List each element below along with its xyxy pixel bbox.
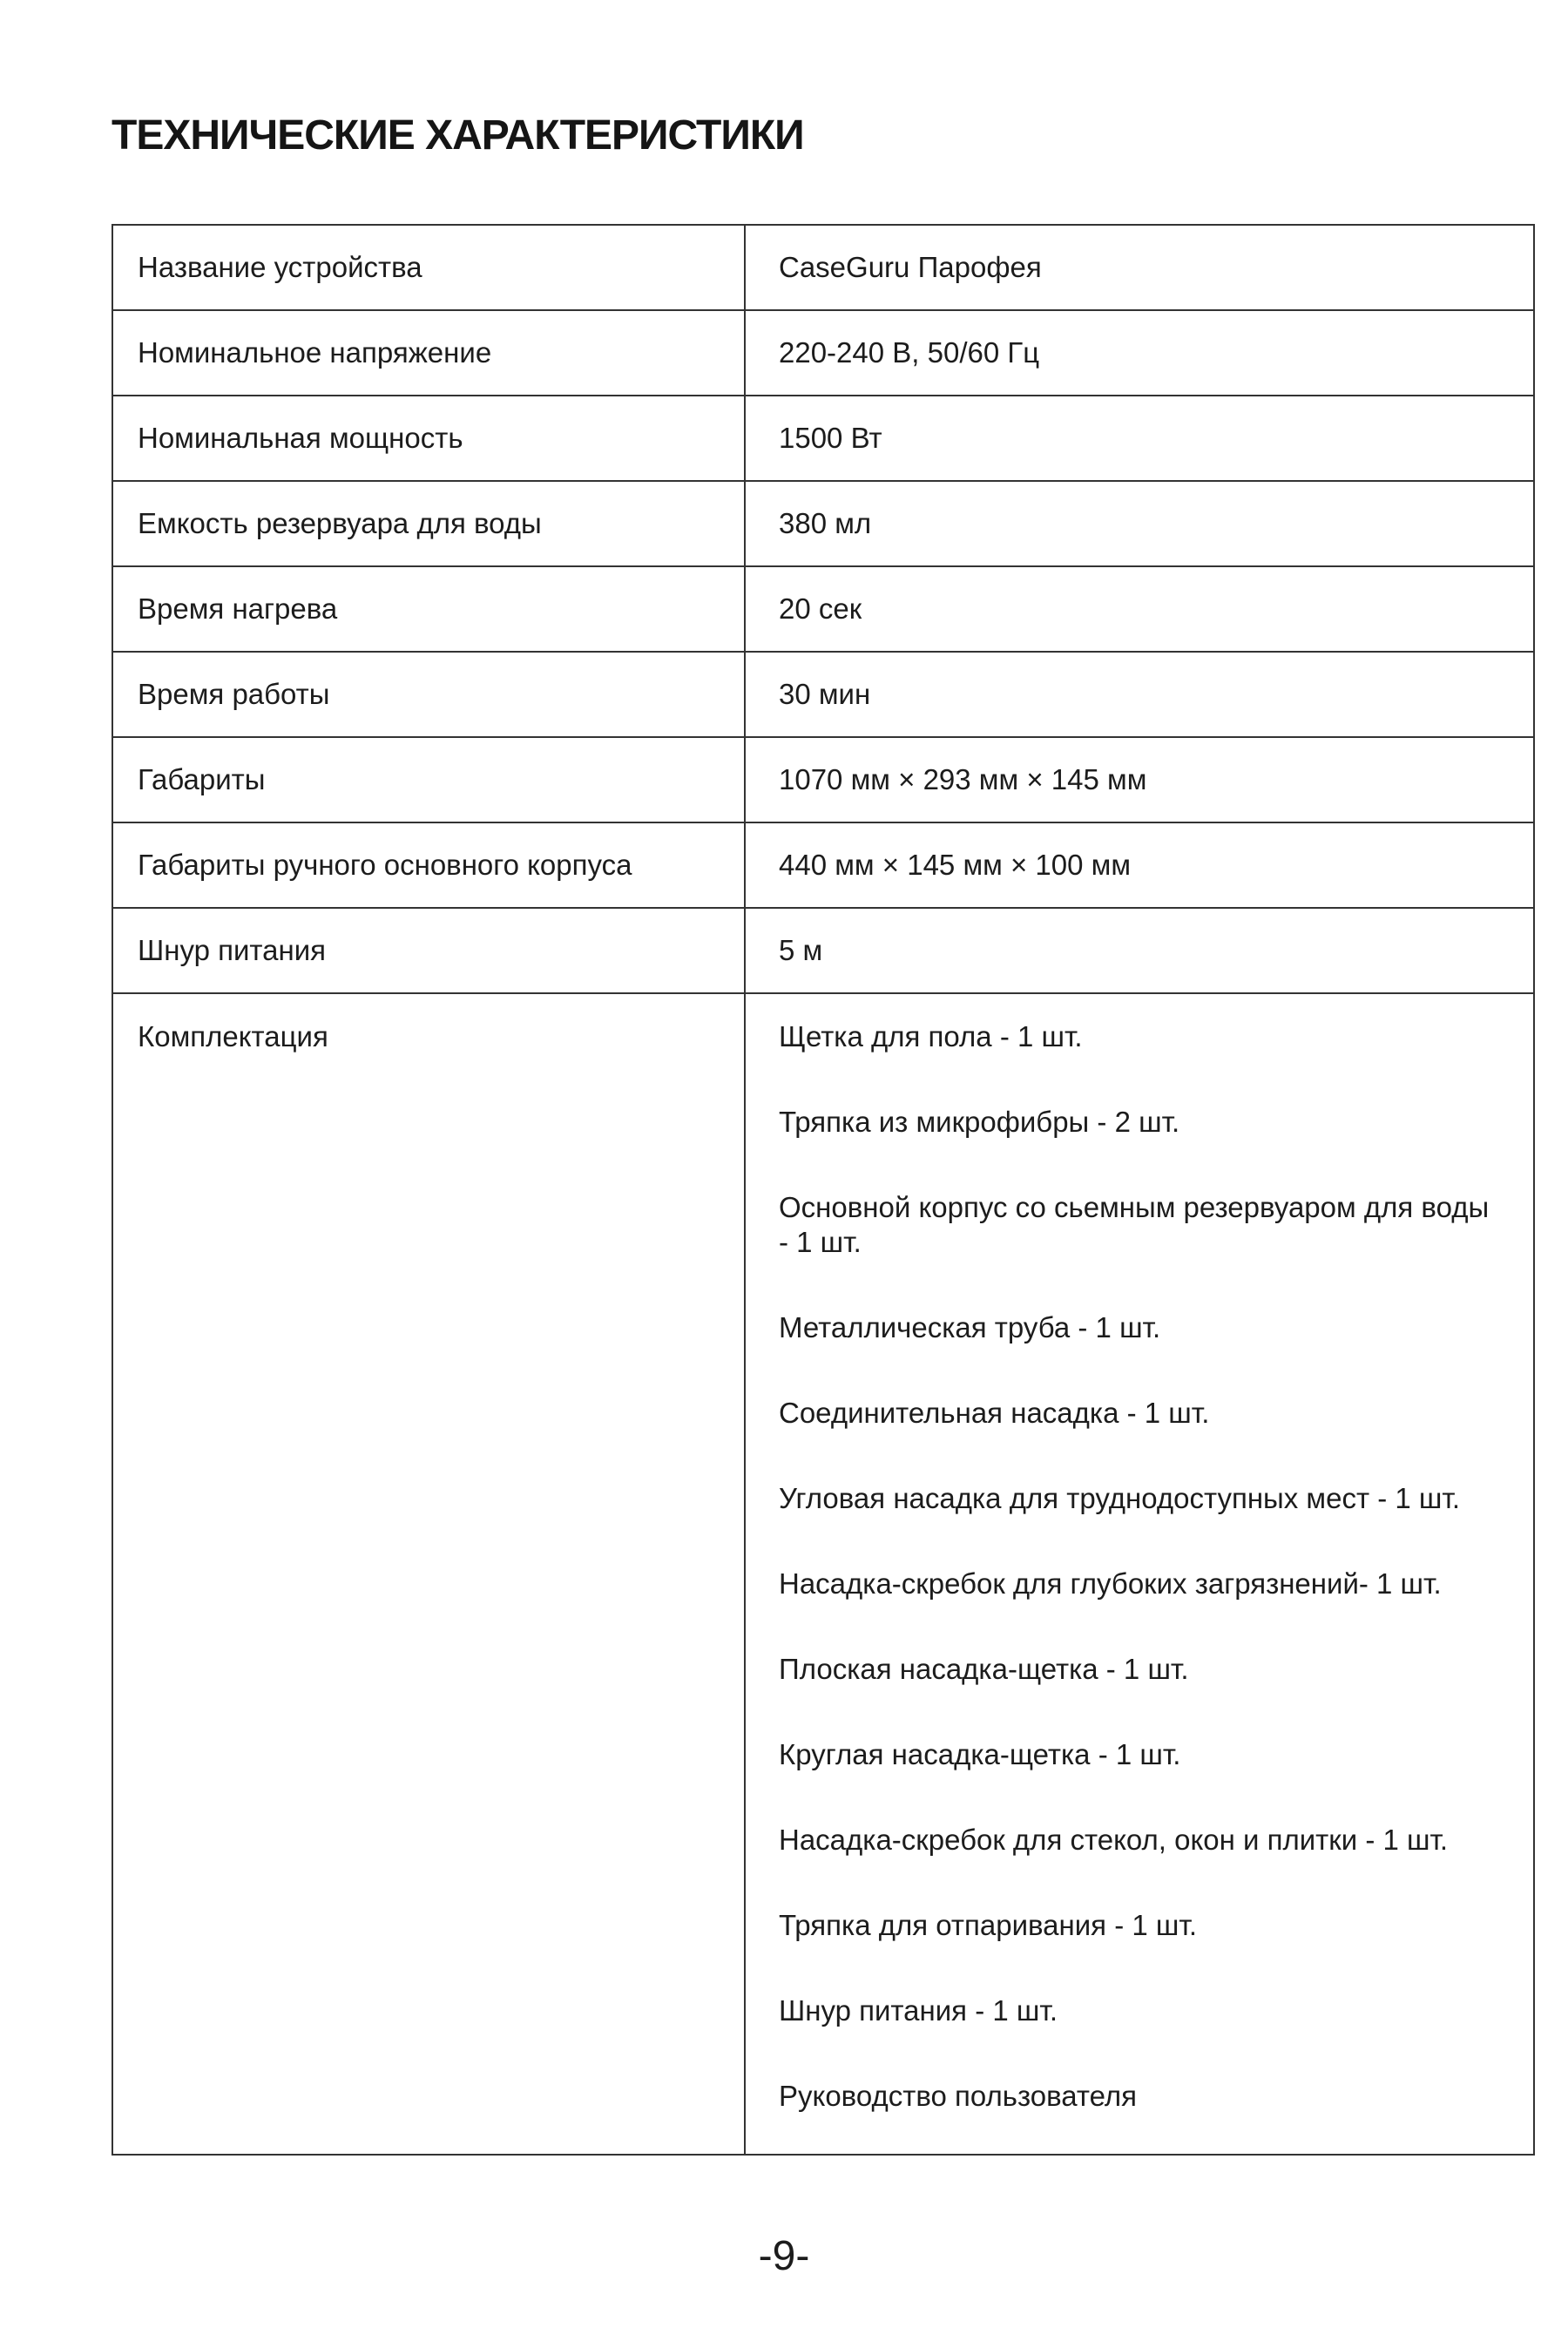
kit-item: Тряпка для отпаривания - 1 шт. xyxy=(779,1909,1197,1941)
spec-value: 1070 мм × 293 мм × 145 мм xyxy=(745,737,1534,822)
spec-label: Время нагрева xyxy=(112,566,745,652)
spec-label: Шнур питания xyxy=(112,908,745,993)
kit-item: Основной корпус со сьемным резервуаром для воды - 1 шт. xyxy=(779,1191,1490,1258)
kit-items-cell xyxy=(745,993,1534,2155)
table-row xyxy=(112,396,1534,481)
spec-label: Номинальная мощность xyxy=(112,396,745,481)
kit-item: Угловая насадка для труднодоступных мест - 1 шт. xyxy=(779,1482,1461,1514)
spec-value: 440 мм × 145 мм × 100 мм xyxy=(745,822,1534,908)
kit-item: Щетка для пола - 1 шт. xyxy=(779,1020,1083,1052)
kit-item: Насадка-скребок для стекол, окон и плитки - 1 шт. xyxy=(779,1824,1449,1856)
spec-label: Габариты xyxy=(112,737,745,822)
kit-item: Руководство пользователя xyxy=(779,2080,1137,2112)
table-row xyxy=(112,225,1534,310)
kit-item: Соединительная насадка - 1 шт. xyxy=(779,1397,1210,1429)
kit-item: Тряпка из микрофибры - 2 шт. xyxy=(779,1106,1180,1138)
spec-label: Номинальное напряжение xyxy=(112,310,745,396)
table-row-kit xyxy=(112,993,1534,2155)
page-title: ТЕХНИЧЕСКИЕ ХАРАКТЕРИСТИКИ xyxy=(112,112,804,159)
table-row xyxy=(112,822,1534,908)
table-row xyxy=(112,737,1534,822)
page-number: -9- xyxy=(758,2233,810,2279)
table-row xyxy=(112,908,1534,993)
spec-label: Время работы xyxy=(112,652,745,737)
kit-item: Металлическая труба - 1 шт. xyxy=(779,1311,1161,1343)
specifications-table xyxy=(112,224,1535,2156)
spec-value: 30 мин xyxy=(745,652,1534,737)
kit-item: Шнур питания - 1 шт. xyxy=(779,1994,1058,2027)
kit-list xyxy=(779,1019,1498,2114)
spec-label: Название устройства xyxy=(112,225,745,310)
spec-value: 5 м xyxy=(745,908,1534,993)
spec-label: Емкость резервуара для воды xyxy=(112,481,745,566)
table-row xyxy=(112,652,1534,737)
kit-label: Комплектация xyxy=(112,993,745,2155)
spec-label: Габариты ручного основного корпуса xyxy=(112,822,745,908)
kit-item: Плоская насадка-щетка - 1 шт. xyxy=(779,1653,1189,1685)
spec-value: 20 сек xyxy=(745,566,1534,652)
kit-item: Насадка-скребок для глубоких загрязнений- 1 шт. xyxy=(779,1567,1442,1600)
spec-value: 220-240 В, 50/60 Гц xyxy=(745,310,1534,396)
table-row xyxy=(112,566,1534,652)
kit-item: Круглая насадка-щетка - 1 шт. xyxy=(779,1738,1181,1770)
spec-value: 380 мл xyxy=(745,481,1534,566)
spec-value: 1500 Вт xyxy=(745,396,1534,481)
table-row xyxy=(112,481,1534,566)
spec-value: CaseGuru Парофея xyxy=(745,225,1534,310)
table-row xyxy=(112,310,1534,396)
